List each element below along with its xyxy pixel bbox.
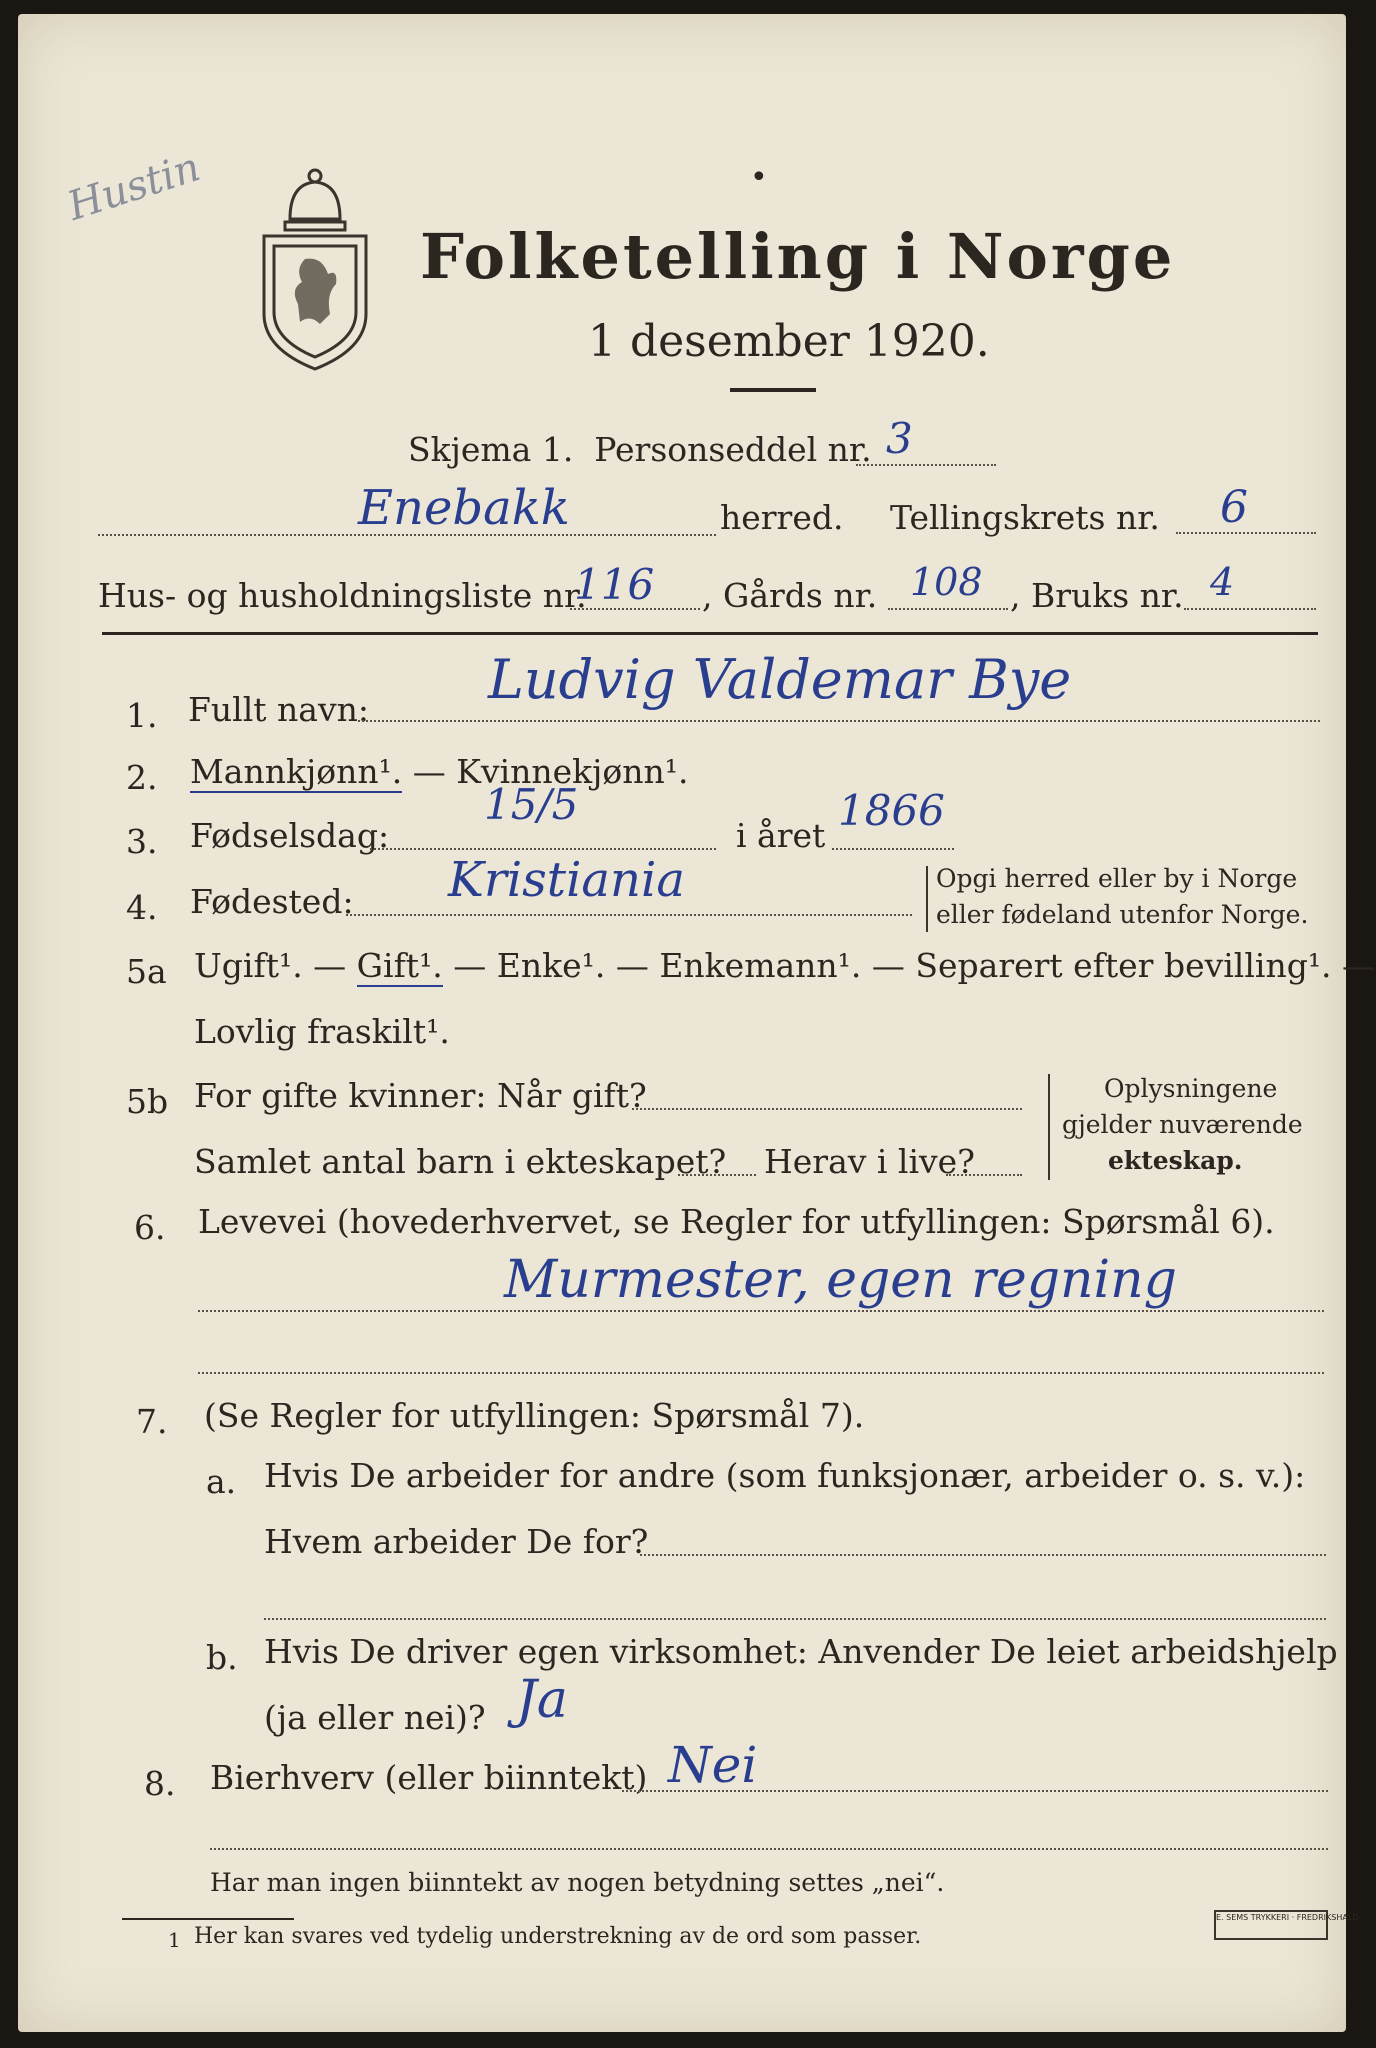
employed-label: Hvis De arbeider for andre (som funksjonær, arbeider o. s. v.): [264, 1456, 1306, 1495]
marriage-note-1: Oplysningene [1104, 1074, 1278, 1103]
full-name-label: Fullt navn: [188, 690, 369, 729]
married-when-label: For gifte kvinner: Når gift? [194, 1076, 647, 1115]
margin-note: Hustin [62, 144, 206, 230]
status-gift: Gift¹. [356, 946, 443, 985]
q7-label: (Se Regler for utfyllingen: Spørsmål 7). [204, 1396, 865, 1435]
hus-label: Hus- og husholdningsliste nr. [98, 576, 587, 615]
full-name-value: Ludvig Valdemar Bye [488, 648, 1072, 711]
marriage-note-2: gjelder nuværende [1062, 1110, 1303, 1139]
title-divider [730, 388, 816, 392]
status-ugift: Ugift¹. [194, 946, 303, 985]
gards-label: , Gårds nr. [702, 576, 878, 615]
employer-label: Hvem arbeider De for? [264, 1522, 649, 1561]
side-income-value: Nei [668, 1736, 758, 1794]
schema-label: Skjema 1. Personseddel nr. [408, 430, 872, 469]
nei-instruction: Har man ingen biinntekt av nogen betydning settes „nei“. [210, 1868, 945, 1897]
birth-year-label: i året [736, 816, 826, 855]
coat-of-arms-icon [250, 164, 380, 374]
header-divider [102, 632, 1318, 635]
status-fraskilt: Lovlig fraskilt¹. [194, 1012, 450, 1051]
birth-year-value: 1866 [838, 786, 945, 835]
gender-line: Mannkjønn¹. — Kvinnekjønn¹. [190, 752, 689, 791]
personseddel-number: 3 [886, 414, 913, 463]
herred-label: herred. [720, 498, 844, 537]
printer-stamp: E. SEMS TRYKKERI · FREDRIKSHALD [1214, 1910, 1328, 1940]
form-title: Folketelling i Norge [420, 220, 1176, 293]
gender-male: Mannkjønn¹. [190, 752, 403, 791]
gards-number: 108 [910, 560, 983, 604]
husholdningsliste-number: 116 [574, 560, 655, 609]
birthday-value: 15/5 [484, 780, 579, 829]
birthplace-note-1: Opgi herred eller by i Norge [936, 864, 1298, 893]
tellingskrets-label: Tellingskrets nr. [890, 498, 1160, 537]
birthplace-note-2: eller fødeland utenfor Norge. [936, 900, 1309, 929]
bruks-label: , Bruks nr. [1010, 576, 1184, 615]
occupation-value: Murmester, egen regning [504, 1250, 1177, 1310]
birthday-label: Fødselsdag: [190, 816, 390, 855]
occupation-label: Levevei (hovederhvervet, se Regler for utfyllingen: Spørsmål 6). [198, 1202, 1275, 1241]
birthplace-label: Fødested: [190, 882, 354, 921]
census-form-sheet: Hustin Folketelling i Norge 1 desember 1920. • Skjema 1. Personseddel nr. 3 Enebakk herred. Tellingskrets nr. 6 Hus- og husholdningsliste nr. 116 , Gårds nr. 108 , Bruks nr. 4 1. Fullt navn: Ludvig Valdemar Bye 2. Mannkjønn¹. — Kvinnekjønn¹. 3. Fødselsdag: 15/5 i året 1866 4. Fødested: Kristiania Opgi herred eller by i Norge eller fødeland utenfor Norge. 5a Ugift¹. — Gift¹. — Enke¹. — Enkemann¹. — Separert efter bevilling¹. — Lovlig fraskilt¹. 5b For gifte kvinner: Når gift? Samlet antal barn i ekteskapet? Herav i live? Oplysningene gjelder nuværende ekteskap. 6. Levevei (hovederhvervet, se Regler for utfyllingen: Spørsmål 6). Murmester, egen regning 7. (Se Regler for utfyllingen: Spørsmål 7). a. Hvis De arbeider for andre (som funksjonær, arbeider o. s. v.): Hvem arbeider De for? b. Hvis De driver egen virksomhet: Anvender De leiet arbeidshjelp (ja eller nei)? Ja 8. Bierhverv (eller biinntekt) Nei Har man ingen biinntekt av nogen betydning settes „nei“. 1 Her kan svares ved tydelig understrekning av de ord som passer. E. SEMS TRYKKERI · FREDRIKSHALD [18, 14, 1346, 2032]
hired-help-value: Ja [516, 1670, 568, 1730]
marriage-note-3: ekteskap. [1108, 1146, 1243, 1175]
tellingskrets-number: 6 [1220, 482, 1248, 533]
children-count-label: Samlet antal barn i ekteskapet? [194, 1142, 727, 1181]
children-alive-label: Herav i live? [764, 1142, 975, 1181]
self-employed-label: Hvis De driver egen virksomhet: Anvender De leiet arbeidshjelp [264, 1632, 1338, 1671]
side-income-label: Bierhverv (eller biinntekt) [210, 1758, 648, 1797]
footnote-mark: 1 [168, 1928, 181, 1952]
herred-value: Enebakk [358, 480, 570, 536]
gender-female: Kvinnekjønn¹. [456, 752, 689, 791]
hired-help-label: (ja eller nei)? [264, 1698, 486, 1737]
census-date: 1 desember 1920. [588, 316, 990, 367]
marital-status-line: Ugift¹. — Gift¹. — Enke¹. — Enkemann¹. — Separert efter bevilling¹. — [194, 946, 1376, 985]
birthplace-value: Kristiania [448, 852, 685, 908]
footnote-text: Her kan svares ved tydelig understrekning av de ord som passer. [194, 1924, 922, 1949]
bruks-number: 4 [1210, 560, 1235, 604]
